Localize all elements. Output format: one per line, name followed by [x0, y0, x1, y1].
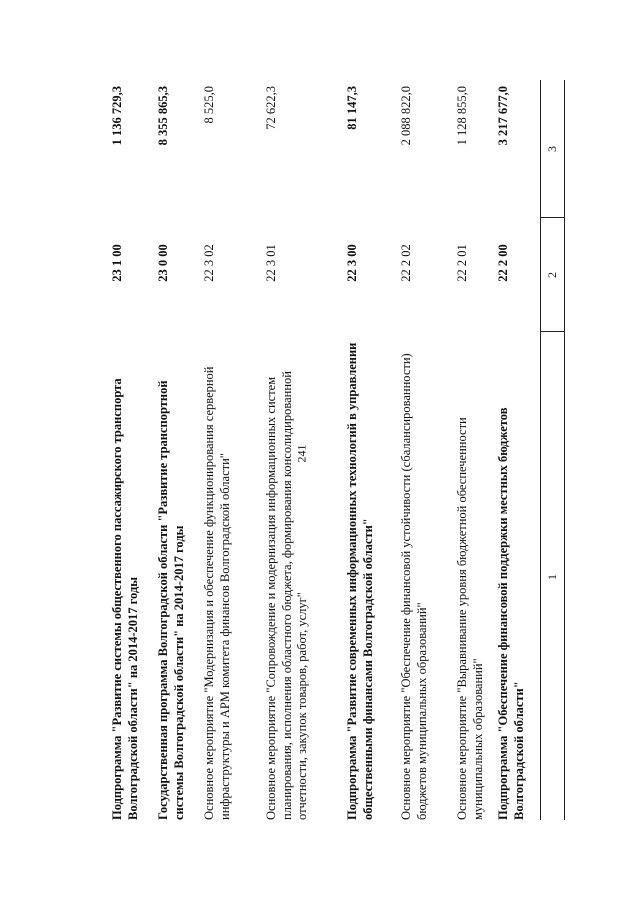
row-code: 22 3 01 [264, 244, 278, 282]
header-col-3: 3 [544, 146, 559, 152]
table-rule-top [540, 80, 541, 820]
row-code: 22 2 02 [399, 244, 413, 282]
row-code: 22 3 02 [202, 244, 216, 282]
row-amount: 1 128 855,0 [455, 86, 469, 146]
row-name: Основное мероприятие "Модернизация и обеспечение функционирования серверной инфраструктуры и АРМ комитета финансов Волгоградской области" [202, 366, 232, 820]
page-number: 241 [294, 444, 309, 463]
row-amount: 72 622,3 [264, 86, 278, 130]
row-amount: 2 088 822,0 [399, 86, 413, 146]
row-code: 23 1 00 [110, 244, 124, 282]
row-name: Основное мероприятие "Выравнивание уровня бюджетной обеспеченности муниципальных образований" [455, 417, 485, 820]
row-name: Основное мероприятие "Обеспечение финансовой устойчивости (сбалансированности) бюджетов муниципальных образований" [399, 353, 429, 820]
row-code: 22 3 00 [345, 244, 359, 282]
header-col-2: 2 [544, 272, 559, 278]
row-amount: 3 217 677,0 [496, 86, 510, 146]
row-amount: 8 355 865,3 [156, 86, 170, 146]
row-code: 22 2 00 [496, 244, 510, 282]
row-name: Подпрограмма "Обеспечение финансовой поддержки местных бюджетов Волгоградской области" [496, 407, 526, 820]
row-amount: 1 136 729,3 [110, 86, 124, 146]
row-name: Подпрограмма "Развитие современных информационных технологий в управлении общественными финансами Волгоградской области" [345, 342, 375, 820]
budget-table [98, 80, 559, 820]
table-rule-bottom [564, 80, 565, 820]
row-name: Государственная программа Волгоградской области "Развитие транспортной системы Волгоградской области" на 2014-2017 годы [156, 380, 186, 820]
budget-table-wrap [98, 80, 559, 820]
row-amount: 8 525,0 [202, 86, 216, 124]
row-code: 23 0 00 [156, 244, 170, 282]
header-col-1: 1 [544, 574, 559, 580]
row-amount: 81 147,3 [345, 86, 359, 130]
row-code: 22 2 01 [455, 244, 469, 282]
row-name: Подпрограмма "Развитие системы общественного пассажирского транспорта Волгоградской области" на 2014-2017 годы [110, 378, 140, 820]
row-name: Основное мероприятие "Сопровождение и модернизация информационных систем планирования, исполнения областного бюджета, формирования консолидированной отчетности, закупок товаров, работ, услуг" [264, 371, 309, 820]
